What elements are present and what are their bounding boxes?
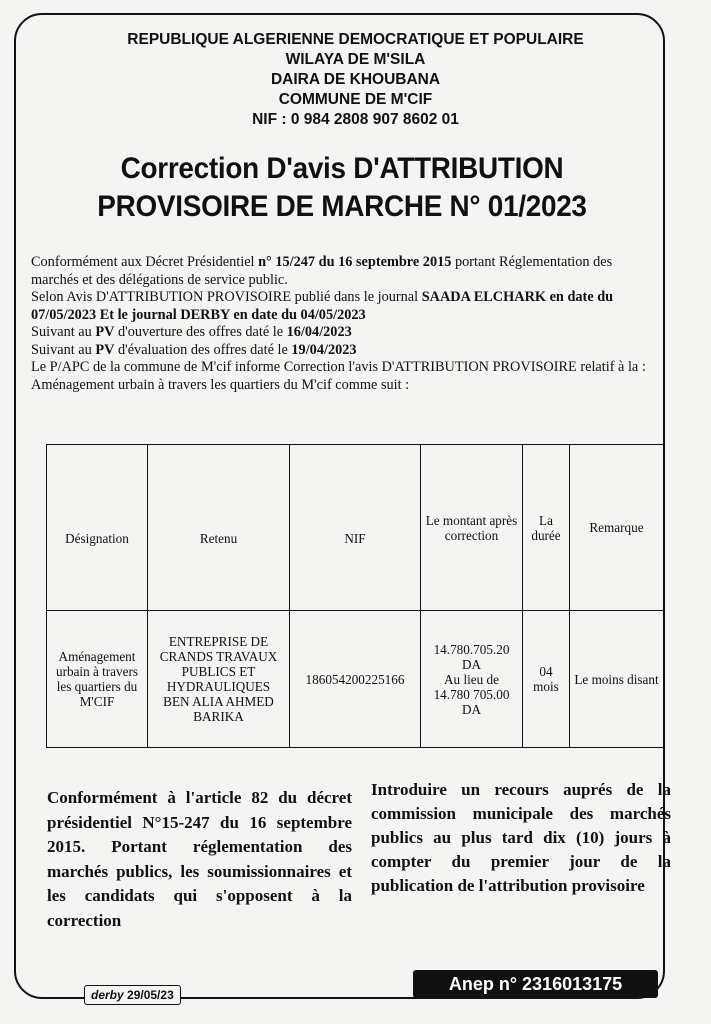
amount-instead-label: Au lieu de (444, 671, 499, 687)
cell-duree: 04 mois (523, 611, 570, 748)
table-row (47, 611, 664, 748)
header-nif: NIF (290, 445, 421, 611)
evaluation-pv-text: Suivant au (31, 341, 96, 358)
notice-body (31, 254, 661, 394)
opening-pv-date: 16/04/2023 (286, 324, 352, 340)
anep-number: Anep n° 2316013175 (413, 970, 658, 998)
amount-currency: DA (461, 656, 482, 672)
amount-previous: 14.780 705.00 (433, 686, 510, 702)
header-line-republic: REPUBLIQUE ALGERIENNE DEMOCRATIQUE ET POPULAIRE (127, 31, 584, 48)
issuer-header (0, 30, 711, 130)
cell-retenu: ENTREPRISE DE CRANDS TRAVAUX PUBLICS ET HYDRAULIQUES BEN ALIA AHMED BARIKA (148, 611, 290, 748)
amount-previous-currency: DA (461, 701, 482, 717)
opening-pv-label: PV (95, 324, 115, 340)
header-duree: La durée (523, 445, 570, 611)
cell-designation: Aménagement urbain à travers les quartiers du M'CIF (47, 611, 148, 748)
title-line-2: PROVISOIRE DE MARCHE N° 01/2023 (97, 190, 587, 223)
decree-number: n° 15/247 du 16 septembre 2015 (258, 254, 452, 270)
decree-text-end: portant Réglementation des marchés et des délégations de service public. (31, 254, 613, 288)
header-line-wilaya: WILAYA DE M'SILA (285, 51, 426, 68)
decree-text: Conformément aux Décret Présidentiel (31, 254, 259, 270)
opening-pv-text: Suivant au (31, 324, 96, 340)
opening-pv-text-2: d'ouverture des offres daté le (114, 324, 287, 340)
cell-remarque: Le moins disant (570, 611, 664, 748)
header-retenu: Retenu (148, 445, 290, 611)
evaluation-pv-label: PV (95, 341, 115, 358)
notice-title (44, 150, 639, 226)
header-designation: Désignation (47, 445, 148, 611)
cell-montant (421, 611, 523, 748)
publication-reference (31, 289, 661, 324)
publication-journals: SAADA ELCHARK en date du 07/05/2023 Et le journal DERBY en date du 04/05/2023 (31, 289, 614, 323)
evaluation-pv-date: 19/04/2023 (291, 341, 357, 358)
header-line-nif: NIF : 0 984 2808 907 8602 01 (252, 111, 459, 128)
header-montant: Le montant après correction (421, 445, 523, 611)
legal-article-note: Conformément à l'article 82 du décret présidentiel N°15-247 du 16 septembre 2015. Portant réglementation des marchés publics, les soumissionnaires et les candidats qui s'opposent à la correction (47, 788, 352, 930)
award-table (46, 444, 664, 748)
decree-reference (31, 254, 661, 289)
announcement-text: Le P/APC de la commune de M'cif informe Correction l'avis D'ATTRIBUTION PROVISOIRE relatif à la : Aménagement urbain à travers les quartiers du M'cif comme suit : (31, 359, 646, 393)
evaluation-pv (31, 342, 661, 360)
table-header-row (47, 445, 664, 611)
publication-text: Selon Avis D'ATTRIBUTION PROVISOIRE publié dans le journal (31, 289, 422, 305)
publication-date: 29/05/23 (127, 988, 174, 1002)
newspaper-logo: derby (91, 988, 124, 1002)
header-remarque: Remarque (570, 445, 664, 611)
appeal-instructions: Introduire un recours auprés de la commission municipale des marchés publics au plus tard dix (10) jours à compter du premier jour de la publication de l'attribution provisoire (371, 780, 671, 895)
amount-corrected: 14.780.705.20 (433, 641, 510, 657)
header-line-commune: COMMUNE DE M'CIF (278, 91, 433, 108)
title-line-1: Correction D'avis D'ATTRIBUTION (120, 152, 564, 185)
newspaper-stamp (84, 985, 181, 1005)
opening-pv (31, 324, 661, 342)
header-line-daira: DAIRA DE KHOUBANA (270, 71, 441, 88)
evaluation-pv-text-2: d'évaluation des offres daté le (114, 341, 292, 358)
cell-nif: 186054200225166 (290, 611, 421, 748)
